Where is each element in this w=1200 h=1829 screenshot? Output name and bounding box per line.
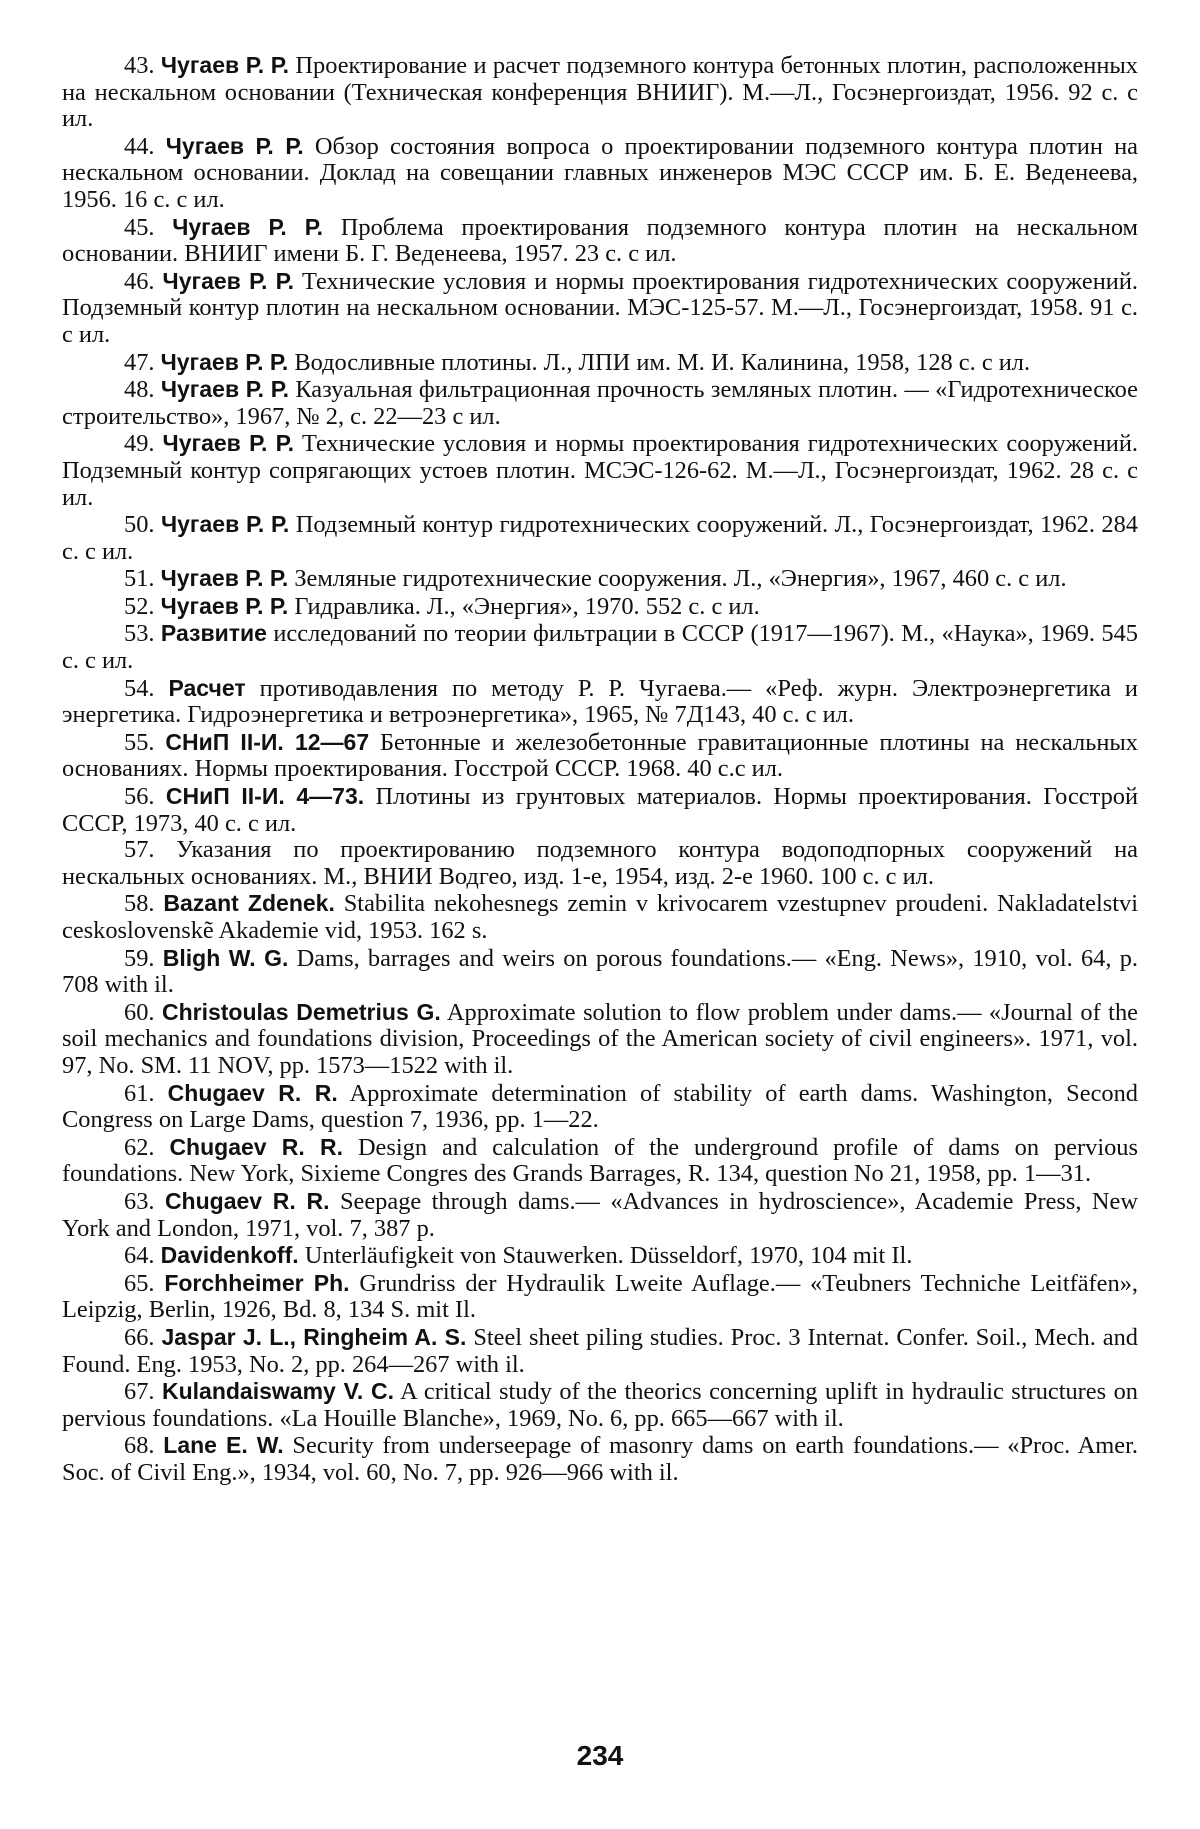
entry-number: 63.: [124, 1187, 155, 1215]
entry-number: 49.: [124, 430, 155, 458]
entry-number: 48.: [124, 376, 155, 404]
entry-author: Чугаев Р. Р.: [165, 132, 304, 159]
entry-text: Dams, barrages and weirs on porous foundations.— «Eng. News», 1910, vol. 64, p. 708 with il.: [62, 944, 1138, 999]
entry-number: 46.: [124, 267, 155, 295]
entry-author: Чугаев Р. Р.: [172, 213, 324, 240]
entry-author: Чугаев Р. Р.: [160, 376, 289, 403]
entry-text: Казуальная фильтрационная прочность земляных плотин. — «Гидротехническое строительство», 1967, № 2, с. 22—23 с ил.: [62, 376, 1138, 430]
bibliography-entry: [62, 1080, 1138, 1134]
bibliography-entry: [62, 1134, 1138, 1188]
bibliography-entry: [62, 268, 1138, 349]
entry-text: Проектирование и расчет подземного контура бетонных плотин, расположенных на нескальном основании (Техническая конференция ВНИИГ). М.—Л., Госэнергоиздат, 1956. 92 с. с ил.: [62, 52, 1138, 133]
entry-author: Jaspar J. L., Ringheim A. S.: [161, 1323, 467, 1350]
bibliography-entry: [62, 729, 1138, 783]
entry-text: Гидравлика. Л., «Энергия», 1970. 552 с. с ил.: [294, 592, 760, 620]
entry-number: 67.: [124, 1378, 155, 1406]
bibliography-entry: [62, 565, 1138, 593]
bibliography-entry: [62, 1188, 1138, 1242]
entry-author: Chugaev R. R.: [164, 1187, 330, 1214]
entry-text: Security from underseepage of masonry dams on earth foundations.— «Proc. Amer. Soc. of Civil Eng.», 1934, vol. 60, No. 7, pp. 926—966 with il.: [62, 1432, 1138, 1486]
entry-author: СНиП II-И. 12—67: [165, 728, 370, 755]
entry-text: противодавления по методу Р. Р. Чугаева.— «Реф. журн. Электроэнергетика и энергетика. Гидроэнергетика и ветроэнергетика», 1965, № 7Д143, 40 с. с ил.: [62, 674, 1138, 729]
bibliography-entry: [62, 675, 1138, 729]
entry-number: 57.: [124, 836, 155, 864]
entry-author: Чугаев Р. Р.: [160, 52, 290, 78]
bibliography-entry: [62, 1242, 1138, 1270]
bibliography-entry: [62, 999, 1138, 1080]
entry-number: 52.: [124, 592, 155, 620]
entry-number: 54.: [124, 674, 155, 702]
entry-text: Stabilita nekohesnegs zemin v krivocarem vzestupnev proudeni. Nakladatelstvi ceskoslovenskẽ Akademie vid, 1953. 162 s.: [62, 890, 1138, 944]
entry-text: Approximate solution to flow problem under dams.— «Journal of the soil mechanics and foundations division, Proceedings of the American society of civil engineers». 1971, vol. 97, No. SM. 11 NOV, pp. 1573—1522 with il.: [62, 998, 1138, 1079]
entry-author: Чугаев Р. Р.: [160, 592, 289, 619]
entry-author: Bazant Zdenek.: [163, 890, 335, 917]
entry-author: Davidenkoff.: [160, 1242, 299, 1269]
bibliography-entry: [62, 1270, 1138, 1324]
entry-text: Технические условия и нормы проектирования гидротехнических сооружений. Подземный контур плотин на нескальном основании. МЭС-125-57. М.—Л., Госэнергоиздат, 1958. 91 с. с ил.: [62, 267, 1139, 348]
bibliography-entry: [62, 783, 1138, 837]
bibliography-entry: [62, 376, 1138, 430]
entry-author: Christoulas Demetrius G.: [161, 998, 441, 1025]
entry-number: 50.: [124, 511, 155, 539]
entry-number: 56.: [124, 783, 155, 811]
entry-text: Указания по проектированию подземного контура водоподпорных сооружений на нескальных основаниях. М., ВНИИ Водгео, изд. 1-е, 1954, изд. 2-е 1960. 100 с. с ил.: [62, 836, 1138, 890]
entry-text: A critical study of the theorics concerning uplift in hydraulic structures on pervious foundations. «La Houille Blanche», 1969, No. 6, pp. 665—667 with il.: [62, 1378, 1138, 1432]
entry-text: Seepage through dams.— «Advances in hydroscience», Academie Press, New York and London, 1971, vol. 7, 387 p.: [62, 1187, 1138, 1242]
bibliography-entry: [62, 945, 1138, 999]
entry-author: Чугаев Р. Р.: [162, 430, 294, 457]
entry-author: Чугаев Р. Р.: [162, 267, 294, 294]
entry-text: Земляные гидротехнические сооружения. Л., «Энергия», 1967, 460 с. с ил.: [294, 565, 1067, 593]
bibliography-entry: [62, 214, 1138, 268]
bibliography-entry: [62, 133, 1138, 214]
entry-text: Технические условия и нормы проектирования гидротехнических сооружений. Подземный контур сопрягающих устоев плотин. МСЭС-126-62. М.—Л., Госэнергоиздат, 1962. 28 с. с ил.: [62, 430, 1139, 511]
entry-text: Unterläufigkeit von Stauwerken. Düsseldorf, 1970, 104 mit Il.: [304, 1242, 913, 1270]
entry-author: Чугаев Р. Р.: [160, 511, 290, 538]
entry-author: Chugaev R. R.: [169, 1133, 343, 1160]
bibliography-entry: [62, 593, 1138, 621]
entry-author: Chugaev R. R.: [167, 1079, 338, 1106]
entry-number: 61.: [124, 1079, 155, 1107]
entry-text: Design and calculation of the underground profile of dams on pervious foundations. New York, Sixieme Congres des Grands Barrages, R. 134, question No 21, 1958, pp. 1—31.: [62, 1133, 1138, 1188]
entry-number: 66.: [124, 1323, 155, 1351]
bibliography-entry: [62, 1378, 1138, 1432]
entry-number: 53.: [124, 620, 155, 648]
entry-text: Подземный контур гидротехнических сооружений. Л., Госэнергоиздат, 1962. 284 с. с ил.: [62, 511, 1138, 565]
entry-number: 59.: [124, 944, 155, 972]
entry-author: Развитие: [160, 620, 267, 647]
entry-author: Kulandaiswamy V. C.: [161, 1378, 394, 1405]
page-number: 234: [576, 1740, 624, 1771]
entry-author: Расчет: [168, 674, 246, 701]
bibliography-entry: [62, 1324, 1138, 1378]
bibliography-entry: [62, 430, 1138, 511]
entry-number: 65.: [124, 1269, 155, 1297]
entry-text: Водосливные плотины. Л., ЛПИ им. М. И. Калинина, 1958, 128 с. с ил.: [294, 348, 1031, 376]
entry-number: 43.: [124, 52, 155, 79]
bibliography-entry: [62, 620, 1138, 674]
entry-author: Чугаев Р. Р.: [160, 565, 289, 592]
entry-number: 45.: [124, 213, 155, 241]
entry-text: Steel sheet piling studies. Proc. 3 Internat. Confer. Soil., Mech. and Found. Eng. 1953, No. 2, pp. 264—267 with il.: [62, 1323, 1138, 1378]
bibliography-entry: [62, 890, 1138, 944]
bibliography-entry: [62, 837, 1138, 890]
entry-author: Forchheimer Ph.: [164, 1269, 350, 1296]
entry-text: Обзор состояния вопроса о проектировании подземного контура плотин на нескальном основании. Доклад на совещании главных инженеров МЭС СССР им. Б. Е. Веденеева, 1956. 16 с. с ил.: [62, 132, 1139, 213]
entry-number: 68.: [124, 1432, 155, 1460]
entry-author: Lane E. W.: [163, 1432, 284, 1459]
entry-author: Bligh W. G.: [162, 944, 289, 971]
entry-author: СНиП II-И. 4—73.: [165, 783, 365, 810]
entry-number: 58.: [124, 890, 155, 918]
entry-text: исследований по теории фильтрации в СССР (1917—1967). М., «Наука», 1969. 545 с. с ил.: [62, 620, 1138, 675]
bibliography-entry: [62, 1432, 1138, 1486]
entry-text: Бетонные и железобетонные гравитационные плотины на нескальных основаниях. Нормы проектирования. Госстрой СССР. 1968. 40 с.с ил.: [62, 728, 1138, 783]
entry-text: Grundriss der Hydraulik Lweite Auflage.— «Teubners Techniche Leitfäfen», Leipzig, Berlin, 1926, Bd. 8, 134 S. mit Il.: [62, 1269, 1138, 1324]
entry-text: Плотины из грунтовых материалов. Нормы проектирования. Госстрой СССР, 1973, 40 с. с ил.: [62, 783, 1139, 837]
entry-number: 44.: [124, 132, 155, 160]
entry-number: 51.: [124, 565, 155, 593]
entry-text: Проблема проектирования подземного контура плотин на нескальном основании. ВНИИГ имени Б. Г. Веденеева, 1957. 23 с. с ил.: [62, 213, 1138, 268]
entry-number: 60.: [124, 998, 155, 1026]
entry-number: 62.: [124, 1133, 155, 1161]
entry-author: Чугаев Р. Р.: [160, 348, 289, 375]
entry-number: 64.: [124, 1242, 155, 1270]
bibliography-entry: [62, 52, 1138, 133]
bibliography-entry: [62, 349, 1138, 377]
bibliography-entry: [62, 511, 1138, 565]
entry-number: 47.: [124, 348, 155, 376]
bibliography-list: [62, 52, 1138, 1486]
entry-text: Approximate determination of stability of earth dams. Washington, Second Congress on Large Dams, question 7, 1936, pp. 1—22.: [62, 1079, 1138, 1134]
entry-number: 55.: [124, 728, 155, 756]
